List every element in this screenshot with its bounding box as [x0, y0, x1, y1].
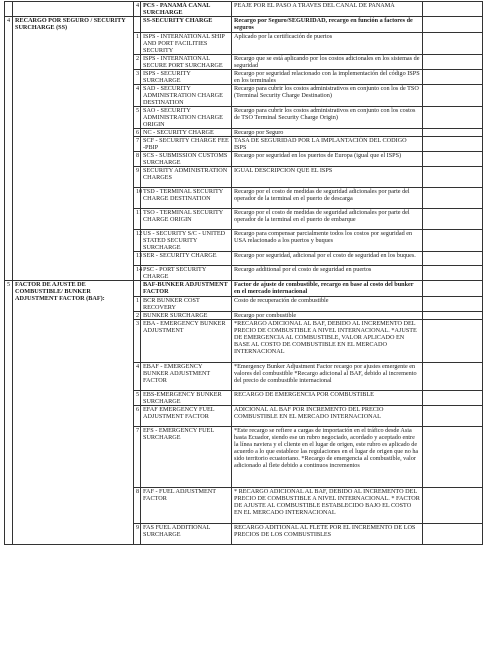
surcharge-description: Recargo para cubrir los costos administrativos en conjunto con los costos de TSO Terminal Security Charge Origin)	[232, 107, 423, 129]
surcharge-description: RECARGO ADITIONAL AL FLETE POR EL INCREMENTO DE LOS PRECIOS DE LOS COMBUSTIBLES	[232, 524, 423, 545]
surcharge-code: FAF - FUEL ADJUSTMENT FACTOR	[141, 488, 232, 524]
surcharge-code: SECURITY ADMINISTRATION CHARGES	[141, 167, 232, 188]
row-number: 14	[134, 266, 141, 281]
extra-cell	[423, 152, 483, 167]
extra-cell	[423, 230, 483, 252]
extra-cell	[423, 33, 483, 55]
row-number: 13	[134, 252, 141, 266]
surcharge-code: NC - SECURITY CHARGE	[141, 129, 232, 137]
surcharge-code: TSD - TERMINAL SECURITY CHARGE DESTINATION	[141, 188, 232, 209]
surcharge-code: ISPS - INTERNATIONAL SECURE PORT SURCHARGE	[141, 55, 232, 70]
extra-cell	[423, 391, 483, 406]
surcharge-description: * RECARGO ADICIONAL AL BAF, DEBIDO AL INCREMENTO DEL PRECIO DE COMBUSTIBLE A NIVEL INTERNACIONAL. * FACTOR DE AJUSTE AL COMBUSTIBLE ESTABLECIDO BAJO EL COSTO EN EL MERCADO INTERNACIONAL	[232, 488, 423, 524]
surcharge-code: TSO - TERMINAL SECURITY CHARGE ORIGIN	[141, 209, 232, 230]
extra-cell	[423, 320, 483, 363]
surcharge-code: ISPS - SECURITY SURCHARGE	[141, 70, 232, 85]
surcharge-description: Recargo por seguridad, adicional por el costo de seguridad en los buques.	[232, 252, 423, 266]
extra-cell	[423, 107, 483, 129]
surcharge-description: Recargo para compensar parcialmente todos los costos por seguridad en USA relacionado a los puertos y buques	[232, 230, 423, 252]
extra-cell	[423, 266, 483, 281]
surcharge-description: Recargo por seguridad en los puertos de Europa (igual que el ISPS)	[232, 152, 423, 167]
surcharge-description: RECARGO DE EMERGENCIA POR COMBUSTIBLE	[232, 391, 423, 406]
row-number: 6	[134, 406, 141, 427]
section-category: RECARGO POR SEGURO / SECURITY SURCHARGE (SS)	[13, 17, 134, 281]
row-number: 8	[134, 152, 141, 167]
extra-cell	[423, 427, 483, 488]
row-number: 3	[134, 70, 141, 85]
extra-cell	[423, 363, 483, 391]
surcharge-code: EBA - EMERGENCY BUNKER ADJUSTMENT	[141, 320, 232, 363]
section-number: 4	[5, 17, 13, 281]
row-number	[134, 281, 141, 297]
surcharge-description: Aplicado por la certificación de puertos	[232, 33, 423, 55]
extra-cell	[423, 252, 483, 266]
row-number: 9	[134, 524, 141, 545]
surcharge-code: PSC - PORT SECURITY CHARGE	[141, 266, 232, 281]
surcharge-description: Recargo por seguridad relacionado con la implementación del código ISPS en los terminales	[232, 70, 423, 85]
surcharge-description: PEAJE POR EL PASO A TRAVES DEL CANAL DE PANAMÁ	[232, 2, 423, 17]
surcharge-description: *RECARGO ADICIONAL AL BAF, DEBIDO AL INCREMENTO DEL PRECIO DE COMBUSTIBLE A NIVEL INTERNACIONAL. *AJUSTE DE EMERGENCIA AL COMBUSTIBLE, VALOR APLICADO EN BASE AL COSTO DE COMBUSTIBLE EN EL MERCADO INTERNACIONAL	[232, 320, 423, 363]
surcharge-description: Recargo por Seguro	[232, 129, 423, 137]
surcharge-description: Recargo por combustible	[232, 312, 423, 320]
row-number: 9	[134, 167, 141, 188]
row-number: 2	[134, 312, 141, 320]
row-number: 8	[134, 488, 141, 524]
surcharge-code: BCR BUNKER COST RECOVERY	[141, 297, 232, 312]
extra-cell	[423, 55, 483, 70]
extra-cell	[423, 209, 483, 230]
surcharge-code: SAD - SECURITY ADMINISTRATION CHARGE DESTINATION	[141, 85, 232, 107]
section-header-code: BAF-BUNKER ADJUSTMENT FACTOR	[141, 281, 232, 297]
row-number: 1	[134, 297, 141, 312]
section-number-cell	[5, 2, 13, 17]
surcharge-code: EFS - EMERGENCY FUEL SURCHARGE	[141, 427, 232, 488]
row-number: 2	[134, 55, 141, 70]
surcharge-code: EBS-EMERGENCY BUNKER SURCHARGE	[141, 391, 232, 406]
extra-cell	[423, 188, 483, 209]
surcharge-code: SER - SECURITY CHARGE	[141, 252, 232, 266]
extra-cell	[423, 17, 483, 33]
extra-cell	[423, 2, 483, 17]
row-number: 3	[134, 320, 141, 363]
row-number: 12	[134, 230, 141, 252]
row-number: 4	[134, 363, 141, 391]
extra-cell	[423, 70, 483, 85]
row-number: 11	[134, 209, 141, 230]
section-header-description: Recargo por Seguro/SEGURIDAD, recargo en función a factores de seguros	[232, 17, 423, 33]
row-number: 5	[134, 107, 141, 129]
row-number: 6	[134, 129, 141, 137]
section-header-description: Factor de ajuste de combustible, recargo en base al costo del bunker en el mercado internacional	[232, 281, 423, 297]
extra-cell	[423, 129, 483, 137]
extra-cell	[423, 312, 483, 320]
row-number: 7	[134, 427, 141, 488]
extra-cell	[423, 281, 483, 297]
surcharge-description: Recargo por el costo de medidas de seguridad adicionales por parte del operador de la terminal en el puerto de embarque	[232, 209, 423, 230]
row-number	[134, 17, 141, 33]
surcharge-description: IGUAL DESCRIPCION QUE EL ISPS	[232, 167, 423, 188]
surcharge-code: BUNKER SURCHARGE	[141, 312, 232, 320]
extra-cell	[423, 488, 483, 524]
surcharge-description: *Emergency Bunker Adjustment Factor recargo por ajustes emergente en valores del combustible *Recargo adicional al BAF, debido al incremento del precio de combustible internacional	[232, 363, 423, 391]
surcharge-code: ISPS - INTERNATIONAL SHIP AND PORT FACILITIES SECURITY	[141, 33, 232, 55]
row-number: 4	[134, 85, 141, 107]
extra-cell	[423, 167, 483, 188]
extra-cell	[423, 524, 483, 545]
surcharge-code: SCF - SECURITY CHARGE FEE -PBIP	[141, 137, 232, 152]
row-number: 7	[134, 137, 141, 152]
surcharge-description: *Este recargo se refiere a cargas de importación en el tráfico desde Asia hasta Ecuador, siendo ese un rubro negociado, acordado y aceptado entre la línea naviera y el cliente en el lugar de origen, este rubro es aplicado de acuerdo a lo que establece las regulaciones en el lugar de origen que no ha sido territorio ecuatoriano. *Recargo de emergencia al combustible, valor adicionado al flete debido a continuos incrementos	[232, 427, 423, 488]
surcharge-description: Costo de recuperación de combustible	[232, 297, 423, 312]
surcharge-description: Recargo para cubrir los costos administrativos en conjunto con los de TSO (Terminal Security Charge Destination)	[232, 85, 423, 107]
section-category: FACTOR DE AJUSTE DE COMBUSTIBLE/ BUNKER ADJUSTMENT FACTOR (BAF):	[13, 281, 134, 545]
row-number: 10	[134, 188, 141, 209]
row-number: 1	[134, 33, 141, 55]
section-header-row	[5, 281, 483, 297]
row-number: 5	[134, 391, 141, 406]
surcharge-code: SCS - SUBMISSION CUSTOMS SURCHARGE	[141, 152, 232, 167]
extra-cell	[423, 297, 483, 312]
surcharge-description: Recargo que se está aplicando por los costos adicionales en los sistemas de seguridad	[232, 55, 423, 70]
surcharge-code: EBAF - EMERGENCY BUNKER ADJUSTMENT FACTOR	[141, 363, 232, 391]
surcharge-code: SAO - SECURITY ADMINISTRATION CHARGE ORIGIN	[141, 107, 232, 129]
extra-cell	[423, 406, 483, 427]
category-cell	[13, 2, 134, 17]
section-header-code: SS-SECURITY CHARGE	[141, 17, 232, 33]
row-number: 4	[134, 2, 141, 17]
extra-cell	[423, 137, 483, 152]
section-header-row	[5, 17, 483, 33]
table-row	[5, 2, 483, 17]
surcharge-description: ADICIONAL AL BAF POR INCREMENTO DEL PRECIO COMBUSTIBLE EN EL MERCADO INTERNACIONAL	[232, 406, 423, 427]
surcharge-table-body	[5, 2, 483, 545]
surcharge-code: EFAF EMERGENCY FUEL ADJUSTMENT FACTOR	[141, 406, 232, 427]
surcharge-description: Recargo additional por el costo de seguridad en puertos	[232, 266, 423, 281]
surcharge-table	[4, 1, 483, 545]
surcharge-description: Recargo por el costo de medidas de seguridad adicionales por parte del operador de la terminal en el puerto de descarga	[232, 188, 423, 209]
surcharge-code: FAS FUEL ADDITIONAL SURCHARGE	[141, 524, 232, 545]
section-number: 5	[5, 281, 13, 545]
surcharge-code: US - SECURITY S/C - UNITED STATED SECURITY SURCHARGE	[141, 230, 232, 252]
extra-cell	[423, 85, 483, 107]
surcharge-description: TASA DE SEGURIDAD POR LA IMPLANTACIÓN DEL CODIGO ISPS	[232, 137, 423, 152]
surcharge-code: PCS - PANAMÁ CANAL SURCHARGE	[141, 2, 232, 17]
